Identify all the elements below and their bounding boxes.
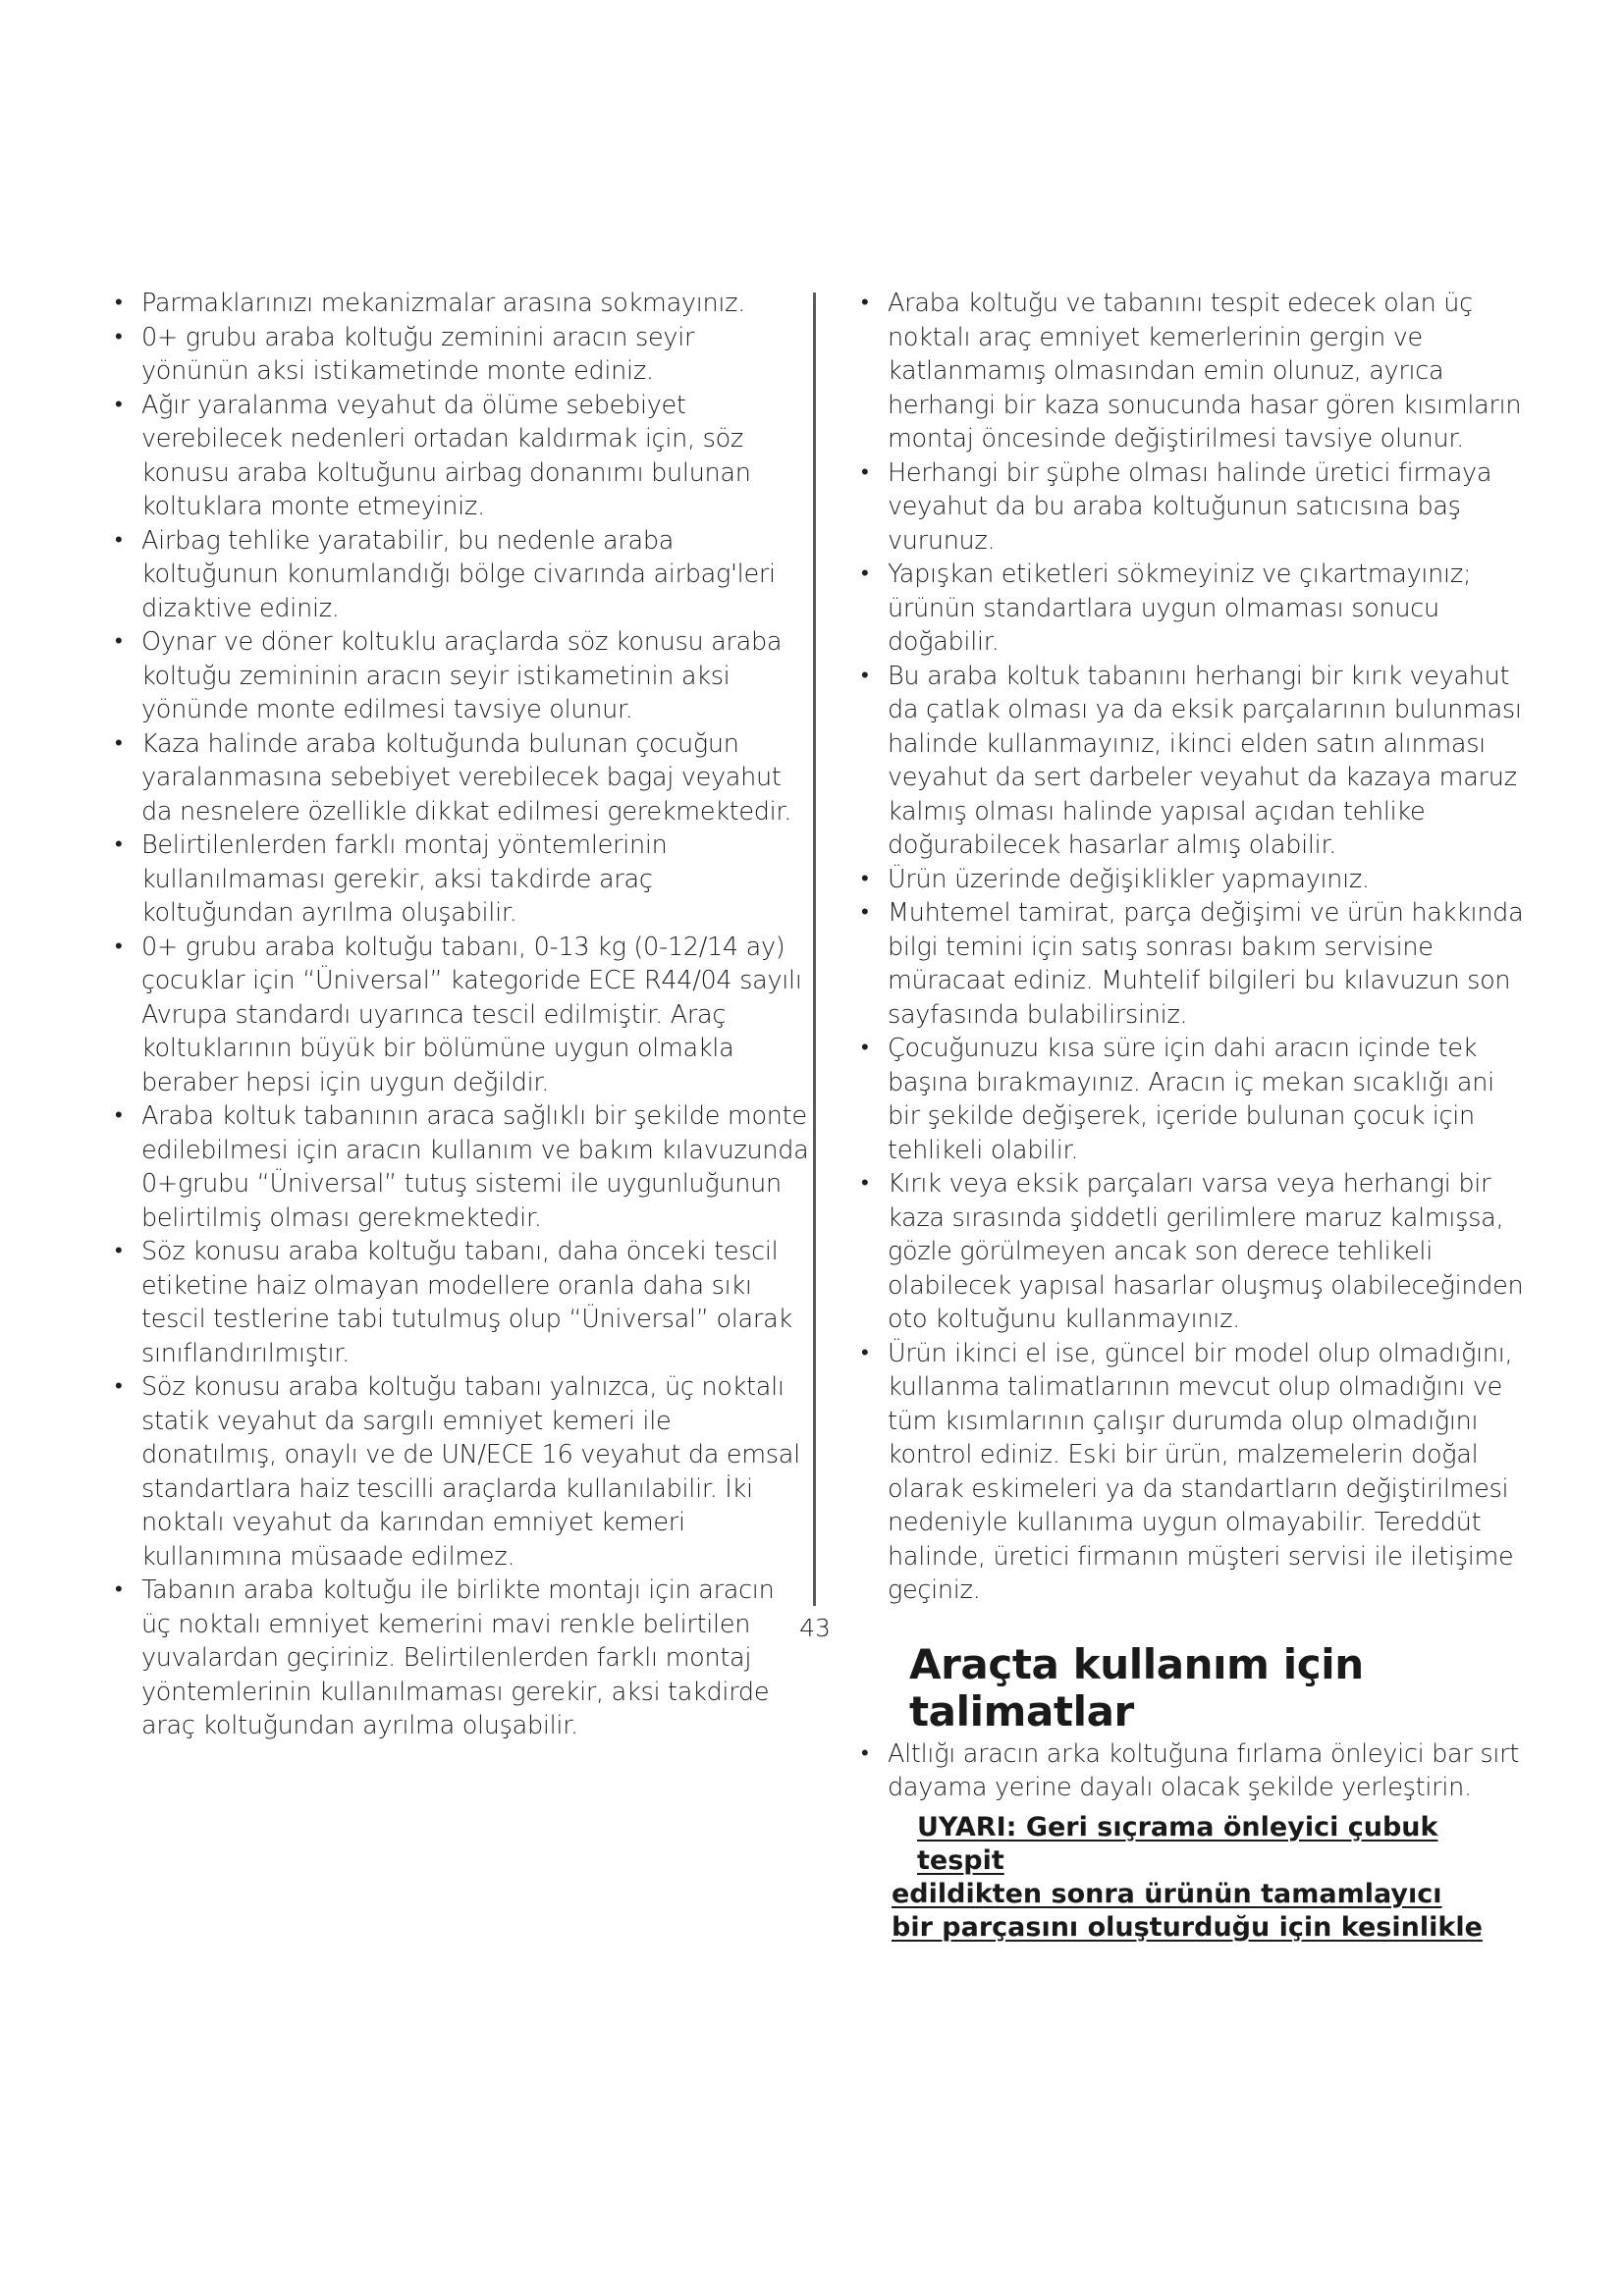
list-item: • Söz konusu araba koltuğu tabanı, daha önceki tescil etiketine haiz olmayan modellere oranla daha sıkı tescil testlerine tabi tutulmuş olup “Üniversal” olarak sınıflandırılmıştır. [106, 1235, 809, 1370]
left-bullet-list [106, 287, 809, 1743]
list-item: • Kaza halinde araba koltuğunda bulunan çocuğun yaralanmasına sebebiyet verebilecek bagaj veyahut da nesnelere özellikle dikkat edilmesi gerekmektedir. [106, 727, 809, 829]
right-bullet-list [852, 287, 1532, 1608]
list-item: • Parmaklarınızı mekanizmalar arasına sokmayınız. [106, 287, 809, 321]
list-item: • Altlığı aracın arka koltuğuna fırlama önleyici bar sırt dayama yerine dayalı olacak şekilde yerleştirin. [852, 1737, 1532, 1805]
right-column [852, 287, 1532, 1945]
list-item: • Tabanın araba koltuğu ile birlikte montajı için aracın üç noktalı emniyet kemerini mavi renkle belirtilen yuvalardan geçiriniz. Belirtilenlerden farklı montaj yöntemlerinin kullanılmaması gerekir, aksi takdirde araç koltuğundan ayrılma oluşabilir. [106, 1574, 809, 1743]
column-divider [813, 293, 816, 1606]
list-item: • Ağır yaralanma veyahut da ölüme sebebiyet verebilecek nedenleri ortadan kaldırmak için, söz konusu araba koltuğunu airbag donanımı bulunan koltuklara monte etmeyiniz. [106, 389, 809, 524]
list-item: • Belirtilenlerden farklı montaj yöntemlerinin kullanılmaması gerekir, aksi takdirde araç koltuğundan ayrılma oluşabilir. [106, 828, 809, 931]
list-item: • Oynar ve döner koltuklu araçlarda söz konusu araba koltuğu zemininin aracın seyir istikametinin aksi yönünde monte edilmesi tavsiye olunur. [106, 625, 809, 727]
list-item: • Yapışkan etiketleri sökmeyiniz ve çıkartmayınız; ürünün standartlara uygun olmaması sonucu doğabilir. [852, 558, 1532, 660]
list-item: • Söz konusu araba koltuğu tabanı yalnızca, üç noktalı statik veyahut da sargılı emniyet kemeri ile donatılmış, onaylı ve de UN/ECE 16 veyahut da emsal standartlara haiz tescilli araçlarda kullanılabilir. İki noktalı veyahut da karından emniyet kemeri kullanımına müsaade edilmez. [106, 1370, 809, 1574]
list-item: • 0+ grubu araba koltuğu zeminini aracın seyir yönünün aksi istikametinde monte ediniz. [106, 321, 809, 389]
warning-line: UYARI: Geri sıçrama önleyici çubuk tespit [917, 1811, 1438, 1876]
left-column [106, 287, 809, 1743]
warning-text [892, 1811, 1530, 1945]
warning-line: bir parçasını oluşturduğu için kesinlikle [892, 1911, 1483, 1943]
list-item: • Araba koltuk tabanının araca sağlıklı bir şekilde monte edilebilmesi için aracın kullanım ve bakım kılavuzunda 0+grubu “Üniversal” tutuş sistemi ile uygunluğunun belirtilmiş olması gerekmektedir. [106, 1099, 809, 1235]
list-item: • 0+ grubu araba koltuğu tabanı, 0-13 kg (0-12/14 ay) çocuklar için “Üniversal” kategoride ECE R44/04 sayılı Avrupa standardı uyarınca tescil edilmiştir. Araç koltuklarının büyük bir bölümüne uygun olmakla beraber hepsi için uygun değildir. [106, 931, 809, 1100]
section-bullet-list [852, 1737, 1532, 1805]
list-item: • Ürün ikinci el ise, güncel bir model olup olmadığını, kullanma talimatlarının mevcut olup olmadığını ve tüm kısımlarının çalışır durumda olup olmadığını kontrol ediniz. Eski bir ürün, malzemelerin doğal olarak eskimeleri ya da standartların değiştirilmesi nedeniyle kullanıma uygun olmayabilir. Tereddüt halinde, üretici firmanın müşteri servisi ile iletişime geçiniz. [852, 1337, 1532, 1608]
list-item: • Ürün üzerinde değişiklikler yapmayınız. [852, 863, 1532, 897]
page-number: 43 [799, 1614, 831, 1642]
list-item: • Araba koltuğu ve tabanını tespit edecek olan üç noktalı araç emniyet kemerlerinin gergin ve katlanmamış olmasından emin olunuz, ayrıca herhangi bir kaza sonucunda hasar gören kısımların montaj öncesinde değiştirilmesi tavsiye olunur. [852, 287, 1532, 456]
list-item: • Muhtemel tamirat, parça değişimi ve ürün hakkında bilgi temini için satış sonrası bakım servisine müracaat ediniz. Muhtelif bilgileri bu kılavuzun son sayfasında bulabilirsiniz. [852, 896, 1532, 1032]
list-item: • Herhangi bir şüphe olması halinde üretici firmaya veyahut da bu araba koltuğunun satıcısına baş vurunuz. [852, 456, 1532, 559]
section-title: Araçta kullanım için talimatlar [909, 1639, 1364, 1735]
list-item: • Çocuğunuzu kısa süre için dahi aracın içinde tek başına bırakmayınız. Aracın iç mekan sıcaklığı ani bir şekilde değişerek, içeride bulunan çocuk için tehlikeli olabilir. [852, 1032, 1532, 1167]
warning-line: edildikten sonra ürünün tamamlayıcı [892, 1878, 1442, 1909]
list-item: • Bu araba koltuk tabanını herhangi bir kırık veyahut da çatlak olması ya da eksik parçalarının bulunması halinde kullanmayınız, ikinci elden satın alınması veyahut da sert darbeler veyahut da kazaya maruz kalmış olması halinde yapısal açıdan tehlike doğurabilecek hasarlar almış olabilir. [852, 660, 1532, 863]
list-item: • Kırık veya eksik parçaları varsa veya herhangi bir kaza sırasında şiddetli gerilimlere maruz kalmışsa, gözle görülmeyen ancak son derece tehlikeli olabilecek yapısal hasarlar oluşmuş olabileceğinden oto koltuğunu kullanmayınız. [852, 1167, 1532, 1337]
list-item: • Airbag tehlike yaratabilir, bu nedenle araba koltuğunun konumlandığı bölge civarında airbag'leri dizaktive ediniz. [106, 524, 809, 626]
